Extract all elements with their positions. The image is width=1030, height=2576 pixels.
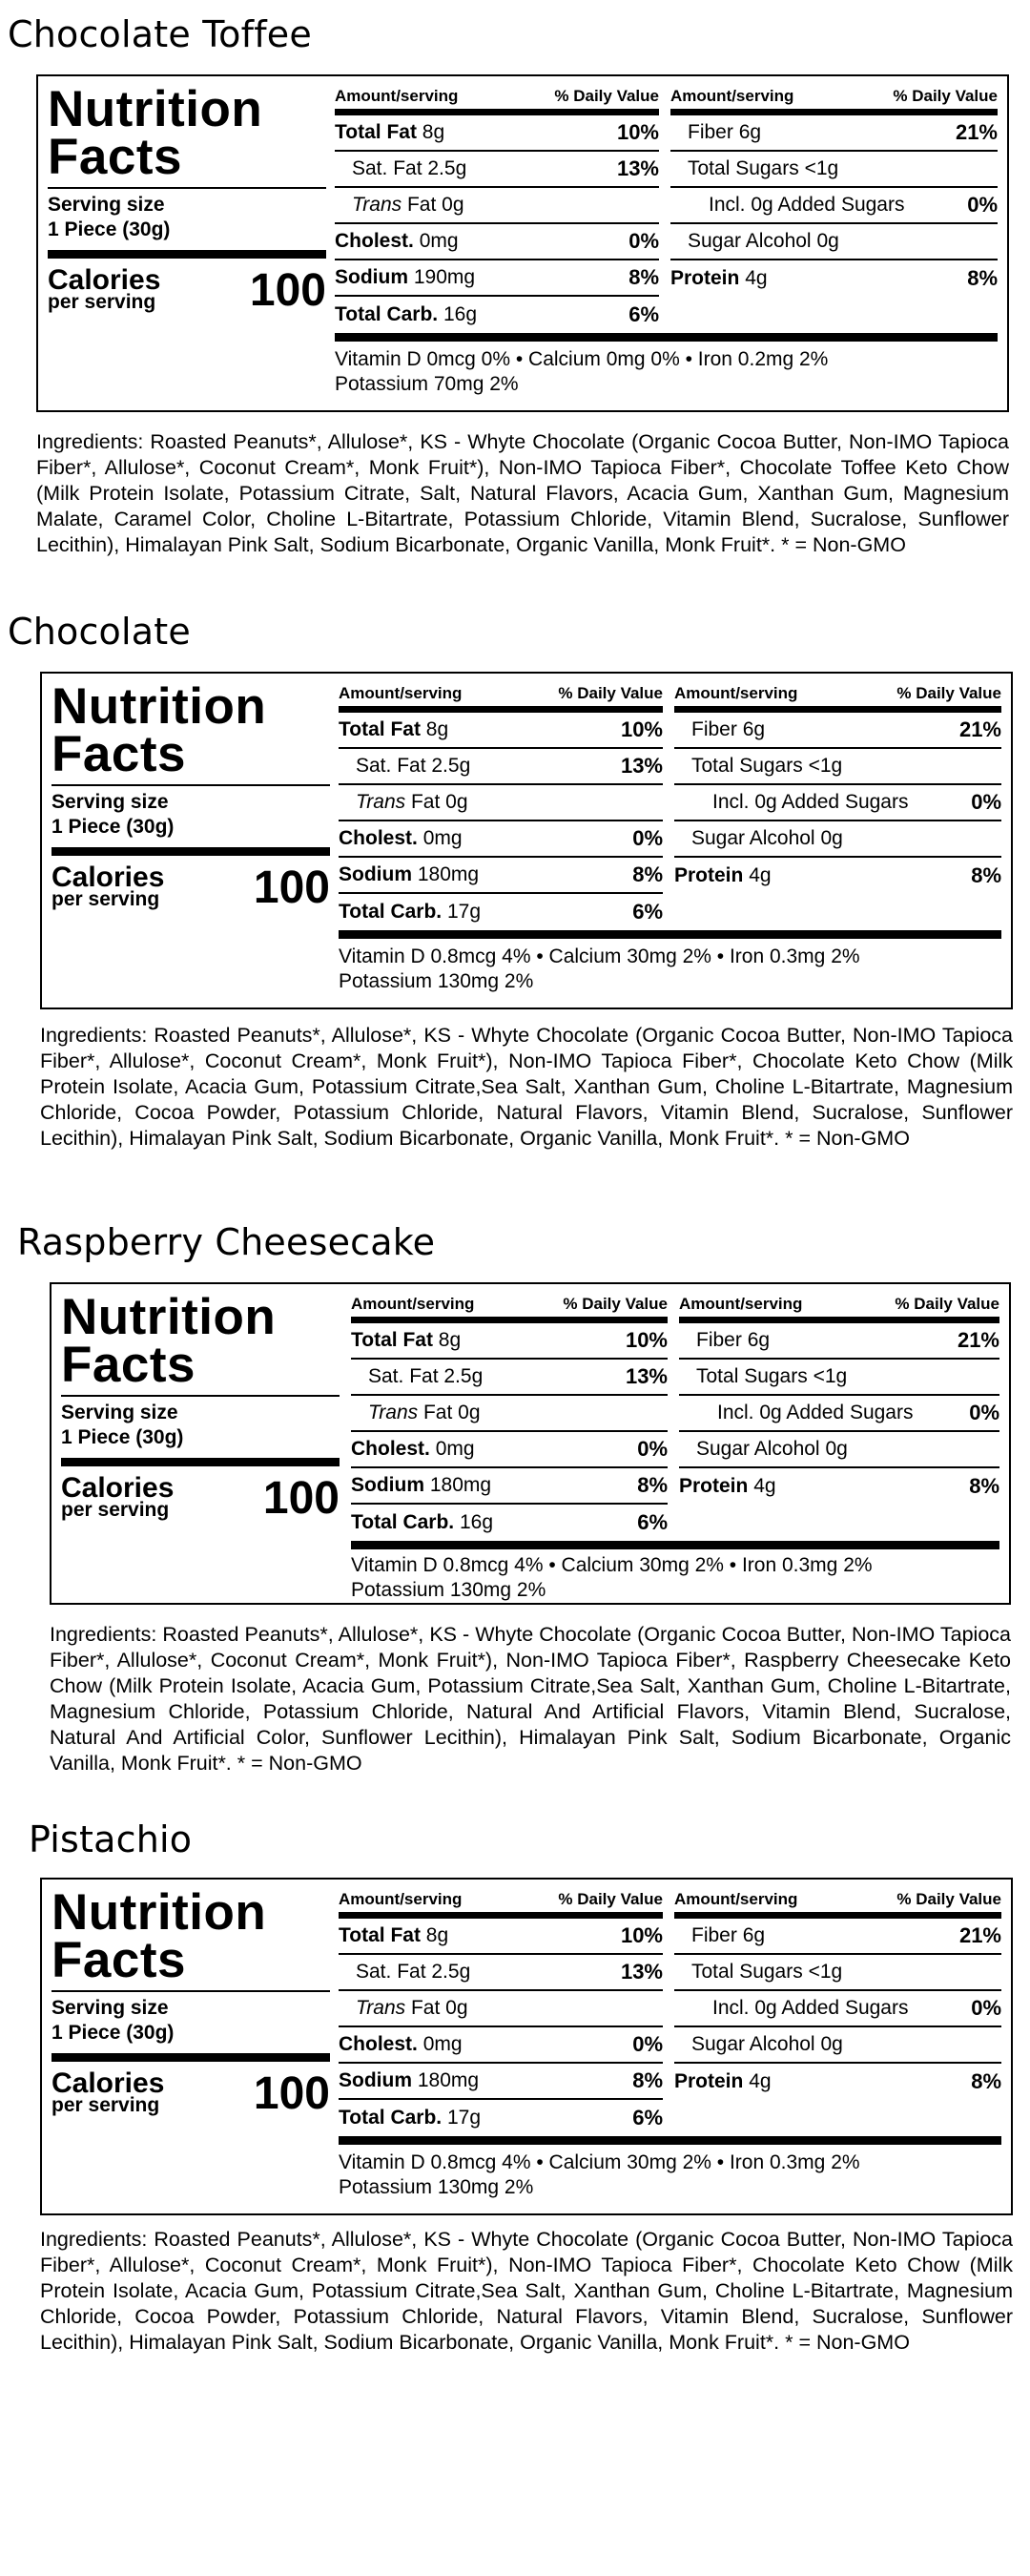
nutrient-pct: 6%: [632, 2106, 663, 2129]
nutrient-label: Fiber: [696, 1329, 742, 1351]
nutrient-pct: 21%: [958, 717, 1001, 741]
nutrient-column-right: [679, 1294, 999, 1505]
nutrient-label: Total Sugars: [688, 157, 799, 179]
daily-value-header: % Daily Value: [558, 684, 663, 702]
nutrient-label: Sat. Fat: [356, 1961, 426, 1983]
amount-serving-header: Amount/serving: [339, 684, 463, 702]
thick-divider: [351, 1541, 999, 1549]
ingredients-text: [40, 2227, 1013, 2356]
nutrition-label: [40, 672, 1013, 1009]
nutrient-label: Sat. Fat: [368, 1365, 439, 1387]
row-added-sugars: [670, 188, 998, 224]
row-sat-fat: [335, 152, 659, 188]
calories-value: 100: [249, 265, 326, 316]
nutrient-label: Total Carb.: [339, 2107, 443, 2129]
calories-sub: per serving: [48, 291, 156, 313]
nutrient-amount: 190mg: [413, 266, 476, 288]
calories-row: [52, 2062, 330, 2125]
ingredients-body: Ingredients: Roasted Peanuts*, Allulose*, KS - Whyte Chocolate (Organic Cocoa Butter, Non-IMO Tapioca Fiber*, Allulose*, Coconut Cream*, Monk Fruit*), Non-IMO Tapioca Fiber*, Chocolate Keto Chow (Milk Protein Isolate, Acacia Gum, Potassium Citrate,Sea Salt, Xanthan Gum, Choline L-Bitartrate, Magnesium Chloride, Cocoa Powder, Potassium Chloride, Natural Flavors, Vitamin Blend, Sucralose, Sunflower Lecithin), Himalayan Pink Salt, Sodium Bicarbonate, Organic Vanilla, Monk Fruit*. * = Non-GMO: [40, 1024, 1013, 1150]
column-header: [339, 1889, 663, 1919]
amount-serving-header: Amount/serving: [674, 684, 798, 702]
nutrient-amount: 16g: [459, 1511, 494, 1533]
nutrition-facts-line2: Facts: [52, 726, 186, 782]
nutrient-label: Sugar Alcohol: [691, 2033, 815, 2055]
product-title: Pistachio: [29, 1818, 193, 1860]
nutrient-pct: 6%: [637, 1510, 668, 1534]
nutrient-column-right: [674, 1889, 1001, 2100]
nutrient-label: Cholest.: [339, 2033, 418, 2055]
nutrient-pct: 6%: [632, 900, 663, 924]
nutrient-amount: 6g: [742, 718, 766, 740]
serving-value: 1 Piece (30g): [52, 816, 175, 838]
calories-label: Calories: [52, 862, 165, 893]
nutrient-amount: 180mg: [417, 2069, 480, 2091]
vitamins-line: Vitamin D 0mcg 0% • Calcium 0mg 0% • Iron 0.2mg 2%: [335, 348, 829, 370]
nutrient-amount: Fat 0g: [422, 1402, 481, 1423]
column-header: [670, 86, 998, 115]
nutrient-amount: 4g: [753, 1475, 776, 1497]
nutrient-amount: 6g: [742, 1924, 766, 1946]
label-left-column: [48, 81, 326, 322]
product-title: Chocolate Toffee: [8, 13, 312, 55]
nutrient-amount: 16g: [443, 303, 478, 325]
daily-value-header: % Daily Value: [895, 1295, 999, 1313]
column-header: [679, 1294, 999, 1323]
nutrient-pct: 8%: [967, 266, 998, 290]
nutrient-amount: 4g: [749, 2070, 772, 2092]
nutrient-amount: 0g: [820, 2033, 843, 2055]
nutrient-pct: 8%: [637, 1473, 668, 1497]
nutrient-label: Total Sugars: [691, 1961, 803, 1983]
row-sat-fat: [351, 1360, 668, 1396]
nutrient-amount: 4g: [749, 864, 772, 886]
nutrient-label: Sodium: [339, 863, 412, 885]
nutrient-amount: 0mg: [435, 1438, 475, 1460]
row-trans-fat: [339, 785, 663, 821]
nutrient-label: Sugar Alcohol: [696, 1438, 820, 1460]
row-added-sugars: [674, 785, 1001, 821]
serving-value: 1 Piece (30g): [52, 2022, 175, 2044]
amount-serving-header: Amount/serving: [679, 1295, 803, 1313]
nutrient-pct: 21%: [958, 1923, 1001, 1947]
nutrient-label: Sodium: [335, 266, 408, 288]
nutrient-column-left: [339, 683, 663, 930]
calories-value: 100: [253, 862, 330, 913]
nutrition-facts-line1: Nutrition: [52, 1884, 267, 1941]
nutrition-label: [50, 1282, 1011, 1605]
row-total-carb: [351, 1505, 668, 1541]
product-title: Raspberry Cheesecake: [17, 1221, 436, 1263]
label-left-column: [52, 1884, 330, 2125]
nutrient-pct: 8%: [632, 2068, 663, 2092]
row-total-carb: [339, 2100, 663, 2136]
nutrient-amount: Fat 0g: [410, 791, 468, 813]
nutrient-label: Sat. Fat: [356, 755, 426, 777]
nutrient-pct: 0%: [628, 229, 659, 253]
daily-value-header: % Daily Value: [554, 87, 659, 105]
row-added-sugars: [674, 1991, 1001, 2027]
nutrient-label: Sodium: [351, 1474, 424, 1496]
nutrient-amount: Fat 0g: [410, 1997, 468, 2019]
nutrient-label: Fiber: [691, 718, 737, 740]
row-sat-fat: [339, 1955, 663, 1991]
nutrient-pct: 21%: [957, 1328, 999, 1352]
nutrient-label: Cholest.: [335, 230, 414, 252]
nutrition-facts-line2: Facts: [61, 1337, 196, 1393]
serving-label: Serving size: [61, 1402, 178, 1423]
nutrient-label: Total Sugars: [691, 755, 803, 777]
amount-serving-header: Amount/serving: [670, 87, 794, 105]
daily-value-header: % Daily Value: [896, 684, 1001, 702]
row-cholesterol: [339, 821, 663, 858]
row-sugar-alcohol: [670, 224, 998, 260]
nutrient-label: Trans: [356, 791, 406, 813]
nutrient-pct: 8%: [628, 265, 659, 289]
nutrient-pct: 10%: [620, 1923, 663, 1947]
nutrition-facts-heading: [61, 1289, 340, 1397]
serving-size: [52, 786, 330, 856]
nutrient-pct: 0%: [971, 790, 1001, 814]
calories-row: [61, 1466, 340, 1529]
label-left-column: [61, 1289, 340, 1529]
nutrient-column-left: [339, 1889, 663, 2136]
nutrient-amount: 180mg: [429, 1474, 492, 1496]
nutrition-facts-heading: [52, 678, 330, 786]
nutrient-amount: <1g: [808, 755, 843, 777]
nutrition-facts-line1: Nutrition: [48, 81, 263, 137]
vitamins-block: [335, 347, 998, 397]
calories-value: 100: [262, 1473, 340, 1524]
nutrient-column-left: [351, 1294, 668, 1541]
column-header: [674, 1889, 1001, 1919]
nutrient-label: Fiber: [691, 1924, 737, 1946]
nutrition-facts-line1: Nutrition: [61, 1289, 277, 1345]
row-added-sugars: [679, 1396, 999, 1432]
column-header: [674, 683, 1001, 713]
calories-row: [52, 856, 330, 919]
product-title: Chocolate: [8, 611, 191, 653]
nutrient-amount: 6g: [738, 121, 762, 143]
amount-serving-header: Amount/serving: [339, 1890, 463, 1908]
nutrient-label: Total Carb.: [335, 303, 439, 325]
nutrient-label: Cholest.: [351, 1438, 430, 1460]
row-sugar-alcohol: [674, 821, 1001, 858]
nutrient-label: Sugar Alcohol: [691, 827, 815, 849]
nutrient-amount: 2.5g: [431, 755, 471, 777]
nutrient-label: Sugar Alcohol: [688, 230, 812, 252]
daily-value-header: % Daily Value: [893, 87, 998, 105]
row-total-fat: [339, 1919, 663, 1955]
potassium-line: Potassium 70mg 2%: [335, 373, 519, 395]
nutrient-pct: 21%: [955, 120, 998, 144]
row-trans-fat: [351, 1396, 668, 1432]
nutrition-facts-heading: [52, 1884, 330, 1992]
nutrient-amount: 2.5g: [443, 1365, 484, 1387]
serving-label: Serving size: [48, 194, 165, 216]
row-fiber: [674, 713, 1001, 749]
nutrient-pct: 0%: [969, 1401, 999, 1424]
nutrition-label: [36, 74, 1009, 412]
nutrient-amount: <1g: [804, 157, 839, 179]
nutrient-amount: 6g: [747, 1329, 771, 1351]
nutrient-pct: 0%: [632, 2032, 663, 2056]
nutrition-label: [40, 1878, 1013, 2215]
column-header: [339, 683, 663, 713]
nutrient-amount: 0g: [825, 1438, 848, 1460]
vitamins-line: Vitamin D 0.8mcg 4% • Calcium 30mg 2% • Iron 0.3mg 2%: [339, 945, 860, 967]
nutrition-facts-line2: Facts: [48, 129, 182, 185]
calories-label: Calories: [48, 264, 161, 296]
nutrient-label: Sodium: [339, 2069, 412, 2091]
nutrient-amount: 0mg: [422, 827, 463, 849]
nutrient-label: Protein: [670, 267, 740, 289]
nutrient-pct: 10%: [616, 120, 659, 144]
row-total-fat: [351, 1323, 668, 1360]
row-sodium: [335, 260, 659, 297]
nutrient-label: Total Fat: [339, 1924, 421, 1946]
nutrient-amount: Fat 0g: [406, 194, 464, 216]
nutrient-amount: <1g: [808, 1961, 843, 1983]
nutrient-pct: 10%: [625, 1328, 668, 1352]
nutrient-pct: 0%: [637, 1437, 668, 1461]
nutrient-label: Trans: [368, 1402, 419, 1423]
row-total-sugars: [674, 749, 1001, 785]
nutrient-amount: 180mg: [417, 863, 480, 885]
serving-size: [52, 1992, 330, 2062]
row-total-carb: [339, 894, 663, 930]
nutrient-amount: 0mg: [422, 2033, 463, 2055]
row-total-fat: [339, 713, 663, 749]
nutrient-label: Total Sugars: [696, 1365, 808, 1387]
nutrient-label: Protein: [674, 2070, 744, 2092]
thick-divider: [339, 2136, 1001, 2145]
nutrient-amount: 2.5g: [431, 1961, 471, 1983]
nutrient-label: Incl. 0g Added Sugars: [709, 194, 905, 216]
nutrition-facts-line2: Facts: [52, 1932, 186, 1988]
nutrient-pct: 8%: [971, 2069, 1001, 2093]
nutrient-label: Trans: [356, 1997, 406, 2019]
row-fiber: [679, 1323, 999, 1360]
row-cholesterol: [351, 1432, 668, 1468]
calories-sub: per serving: [52, 2094, 160, 2116]
row-cholesterol: [339, 2027, 663, 2064]
nutrient-label: Total Fat: [339, 718, 421, 740]
row-total-sugars: [679, 1360, 999, 1396]
nutrient-label: Protein: [674, 864, 744, 886]
calories-sub: per serving: [52, 888, 160, 910]
nutrient-amount: 0g: [816, 230, 839, 252]
ingredients-body: Ingredients: Roasted Peanuts*, Allulose*, KS - Whyte Chocolate (Organic Cocoa Butter, Non-IMO Tapioca Fiber*, Allulose*, Coconut Cream*, Monk Fruit*), Non-IMO Tapioca Fiber*, Chocolate Keto Chow (Milk Protein Isolate, Acacia Gum, Potassium Citrate,Sea Salt, Xanthan Gum, Choline L-Bitartrate, Magnesium Chloride, Cocoa Powder, Potassium Chloride, Natural Flavors, Vitamin Blend, Sucralose, Sunflower Lecithin), Himalayan Pink Salt, Sodium Bicarbonate, Organic Vanilla, Monk Fruit*. * = Non-GMO: [40, 2228, 1013, 2354]
amount-serving-header: Amount/serving: [674, 1890, 798, 1908]
row-sugar-alcohol: [679, 1432, 999, 1468]
daily-value-header: % Daily Value: [563, 1295, 668, 1313]
nutrient-amount: 4g: [745, 267, 768, 289]
calories-row: [48, 259, 326, 322]
nutrient-pct: 13%: [616, 156, 659, 180]
serving-label: Serving size: [52, 1997, 169, 2019]
nutrient-pct: 13%: [625, 1364, 668, 1388]
ingredients-text: [36, 429, 1009, 558]
nutrient-column-right: [670, 86, 998, 297]
nutrient-label: Total Fat: [351, 1329, 433, 1351]
nutrition-facts-heading: [48, 81, 326, 189]
nutrient-pct: 6%: [628, 302, 659, 326]
serving-value: 1 Piece (30g): [61, 1426, 184, 1448]
daily-value-header: % Daily Value: [558, 1890, 663, 1908]
calories-value: 100: [253, 2068, 330, 2119]
row-sodium: [339, 2064, 663, 2100]
nutrient-amount: 2.5g: [427, 157, 467, 179]
row-total-sugars: [670, 152, 998, 188]
row-protein: [670, 260, 998, 297]
nutrient-label: Incl. 0g Added Sugars: [717, 1402, 914, 1423]
ingredients-body: Ingredients: Roasted Peanuts*, Allulose*, KS - Whyte Chocolate (Organic Cocoa Butter, Non-IMO Tapioca Fiber*, Allulose*, Coconut Cream*, Monk Fruit*), Non-IMO Tapioca Fiber*, Chocolate Toffee Keto Chow (Milk Protein Isolate, Potassium Citrate, Salt, Natural Flavors, Acacia Gum, Xanthan Gum, Magnesium Malate, Caramel Color, Choline L-Bitartrate, Potassium Chloride, Vitamin Blend, Sucralose, Sunflower Lecithin), Himalayan Pink Salt, Sodium Bicarbonate, Organic Vanilla, Monk Fruit*. * = Non-GMO: [36, 430, 1009, 556]
potassium-line: Potassium 130mg 2%: [339, 2176, 534, 2198]
nutrient-pct: 13%: [620, 754, 663, 778]
nutrient-pct: 0%: [971, 1996, 1001, 2020]
row-protein: [674, 2064, 1001, 2100]
row-fiber: [670, 115, 998, 152]
nutrient-amount: <1g: [813, 1365, 848, 1387]
ingredients-text: [50, 1622, 1011, 1776]
nutrient-label: Total Carb.: [339, 901, 443, 923]
calories-sub: per serving: [61, 1499, 170, 1521]
calories-label: Calories: [52, 2067, 165, 2099]
nutrient-amount: 17g: [446, 901, 482, 923]
row-total-sugars: [674, 1955, 1001, 1991]
vitamins-line: Vitamin D 0.8mcg 4% • Calcium 30mg 2% • Iron 0.3mg 2%: [339, 2151, 860, 2173]
serving-label: Serving size: [52, 791, 169, 813]
row-cholesterol: [335, 224, 659, 260]
nutrient-pct: 0%: [632, 826, 663, 850]
row-total-fat: [335, 115, 659, 152]
nutrient-label: Protein: [679, 1475, 749, 1497]
amount-serving-header: Amount/serving: [335, 87, 459, 105]
vitamins-block: [339, 945, 1001, 994]
serving-value: 1 Piece (30g): [48, 218, 171, 240]
nutrient-label: Fiber: [688, 121, 733, 143]
row-sugar-alcohol: [674, 2027, 1001, 2064]
serving-size: [48, 189, 326, 259]
amount-serving-header: Amount/serving: [351, 1295, 475, 1313]
ingredients-body: Ingredients: Roasted Peanuts*, Allulose*, KS - Whyte Chocolate (Organic Cocoa Butter, Non-IMO Tapioca Fiber*, Allulose*, Coconut Cream*, Monk Fruit*), Non-IMO Tapioca Fiber*, Raspberry Cheesecake Keto Chow (Milk Protein Isolate, Acacia Gum, Potassium Citrate,Sea Salt, Xanthan Gum, Choline L-Bitartrate, Magnesium Chloride, Potassium Chloride, Natural And Artificial Flavors, Vitamin Blend, Sucralose, Natural And Artificial Color, Sunflower Lecithin), Himalayan Pink Salt, Sodium Bicarbonate, Organic Vanilla, Monk Fruit*. * = Non-GMO: [50, 1623, 1011, 1775]
vitamins-line: Vitamin D 0.8mcg 4% • Calcium 30mg 2% • Iron 0.3mg 2%: [351, 1554, 873, 1576]
serving-size: [61, 1397, 340, 1466]
nutrition-facts-line1: Nutrition: [52, 678, 267, 735]
daily-value-header: % Daily Value: [896, 1890, 1001, 1908]
nutrient-label: Sat. Fat: [352, 157, 422, 179]
ingredients-text: [40, 1023, 1013, 1152]
row-protein: [674, 858, 1001, 894]
vitamins-block: [351, 1553, 999, 1603]
column-header: [351, 1294, 668, 1323]
nutrient-pct: 8%: [632, 862, 663, 886]
nutrient-amount: 0mg: [419, 230, 459, 252]
row-sat-fat: [339, 749, 663, 785]
nutrient-label: Incl. 0g Added Sugars: [712, 1997, 909, 2019]
row-sodium: [351, 1468, 668, 1505]
potassium-line: Potassium 130mg 2%: [339, 970, 534, 992]
nutrient-label: Incl. 0g Added Sugars: [712, 791, 909, 813]
vitamins-block: [339, 2150, 1001, 2200]
nutrient-amount: 8g: [438, 1329, 462, 1351]
nutrient-label: Trans: [352, 194, 402, 216]
row-trans-fat: [339, 1991, 663, 2027]
nutrient-amount: 17g: [446, 2107, 482, 2129]
nutrient-pct: 0%: [967, 193, 998, 217]
nutrient-column-left: [335, 86, 659, 333]
label-left-column: [52, 678, 330, 919]
nutrient-pct: 13%: [620, 1960, 663, 1984]
nutrient-pct: 10%: [620, 717, 663, 741]
nutrient-amount: 0g: [820, 827, 843, 849]
calories-label: Calories: [61, 1472, 175, 1504]
nutrient-amount: 8g: [425, 718, 449, 740]
row-protein: [679, 1468, 999, 1505]
nutrient-column-right: [674, 683, 1001, 894]
row-total-carb: [335, 297, 659, 333]
nutrient-label: Total Carb.: [351, 1511, 455, 1533]
thick-divider: [339, 930, 1001, 939]
row-sodium: [339, 858, 663, 894]
potassium-line: Potassium 130mg 2%: [351, 1579, 546, 1601]
row-trans-fat: [335, 188, 659, 224]
nutrient-label: Cholest.: [339, 827, 418, 849]
nutrient-label: Total Fat: [335, 121, 417, 143]
nutrient-pct: 8%: [969, 1474, 999, 1498]
nutrient-pct: 8%: [971, 863, 1001, 887]
thick-divider: [335, 333, 998, 342]
nutrient-amount: 8g: [425, 1924, 449, 1946]
column-header: [335, 86, 659, 115]
nutrient-amount: 8g: [422, 121, 445, 143]
row-fiber: [674, 1919, 1001, 1955]
